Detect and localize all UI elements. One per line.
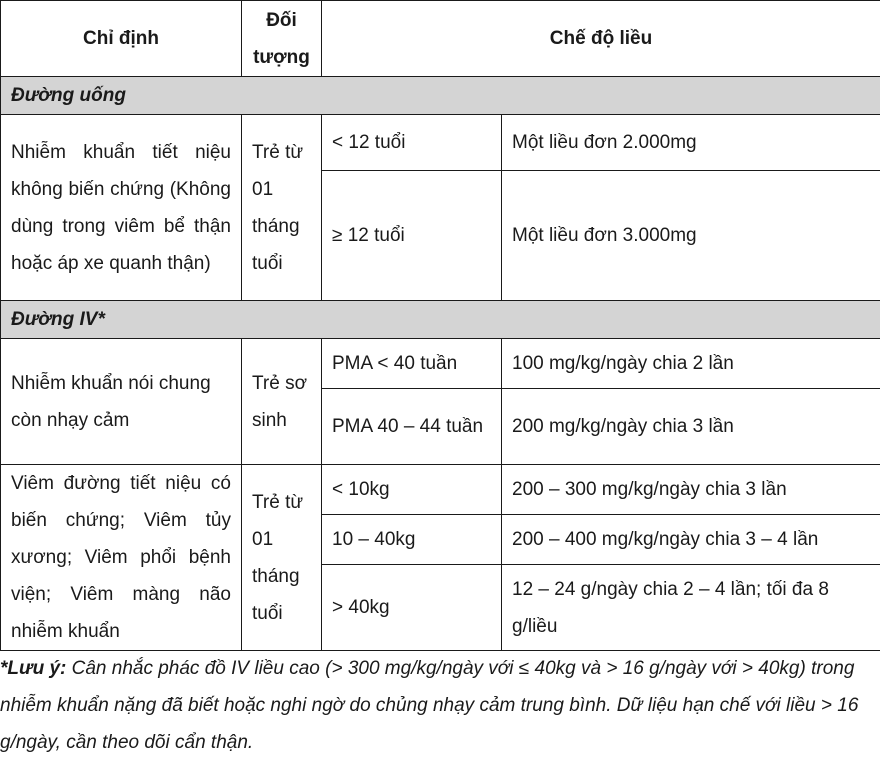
section-title-iv: Đường IV* — [1, 301, 880, 339]
condition-cell: 10 – 40kg — [322, 515, 502, 565]
dose-cell: 200 – 300 mg/kg/ngày chia 3 lần — [502, 465, 880, 515]
condition-cell: > 40kg — [322, 565, 502, 651]
condition-cell: < 12 tuổi — [322, 115, 502, 171]
header-dosage: Chế độ liều — [322, 1, 880, 77]
table-row — [1, 115, 880, 171]
section-row — [1, 77, 880, 115]
footnote — [0, 650, 880, 761]
subject-cell: Trẻ sơ sinh — [242, 339, 322, 465]
subject-cell: Trẻ từ 01 tháng tuổi — [242, 115, 322, 301]
indication-cell: Nhiễm khuẩn tiết niệu không biến chứng (Không dùng trong viêm bể thận hoặc áp xe quanh thận) — [1, 115, 242, 301]
condition-cell: < 10kg — [322, 465, 502, 515]
dose-cell: 200 mg/kg/ngày chia 3 lần — [502, 389, 880, 465]
header-row — [1, 1, 880, 77]
dose-cell: 12 – 24 g/ngày chia 2 – 4 lần; tối đa 8 g/liều — [502, 565, 880, 651]
header-indication: Chỉ định — [1, 1, 242, 77]
subject-cell: Trẻ từ 01 tháng tuổi — [242, 465, 322, 651]
footnote-label: *Lưu ý: — [0, 658, 66, 679]
condition-cell: ≥ 12 tuổi — [322, 171, 502, 301]
footnote-text: Cân nhắc phác đồ IV liều cao (> 300 mg/kg/ngày với ≤ 40kg và > 16 g/ngày với > 40kg) trong nhiễm khuẩn nặng đã biết hoặc nghi ngờ do chủng nhạy cảm trung bình. Dữ liệu hạn chế với liều > 16 g/ngày, cần theo dõi cẩn thận. — [0, 658, 858, 753]
table-row — [1, 339, 880, 389]
section-row — [1, 301, 880, 339]
section-title-oral: Đường uống — [1, 77, 880, 115]
condition-cell: PMA < 40 tuần — [322, 339, 502, 389]
indication-cell: Viêm đường tiết niệu có biến chứng; Viêm tủy xương; Viêm phổi bệnh viện; Viêm màng não nhiễm khuẩn — [1, 465, 242, 651]
dose-cell: 200 – 400 mg/kg/ngày chia 3 – 4 lần — [502, 515, 880, 565]
condition-cell: PMA 40 – 44 tuần — [322, 389, 502, 465]
indication-cell: Nhiễm khuẩn nói chung còn nhạy cảm — [1, 339, 242, 465]
header-subject: Đối tượng — [242, 1, 322, 77]
table-row — [1, 465, 880, 515]
dose-cell: Một liều đơn 3.000mg — [502, 171, 880, 301]
dose-cell: Một liều đơn 2.000mg — [502, 115, 880, 171]
dose-cell: 100 mg/kg/ngày chia 2 lần — [502, 339, 880, 389]
